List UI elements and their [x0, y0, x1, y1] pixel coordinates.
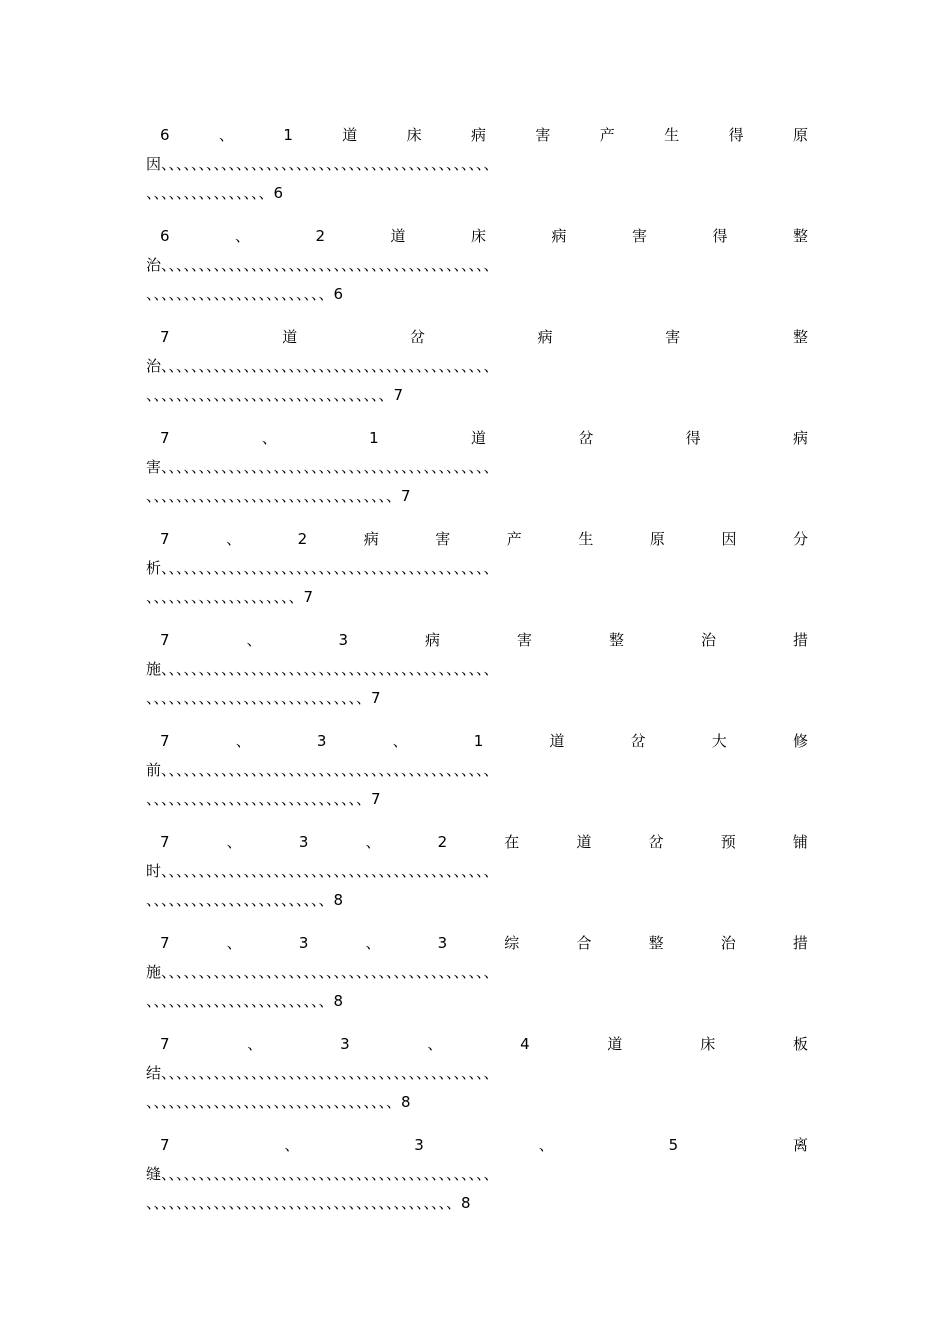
toc-heading-token: 岔 — [648, 833, 664, 851]
toc-entry-heading-line — [146, 122, 808, 148]
toc-heading-token: 措 — [792, 934, 808, 952]
toc-heading-token: 害 — [665, 328, 681, 346]
toc-heading-token: 7 — [160, 1035, 170, 1053]
toc-heading-token: 板 — [792, 1035, 808, 1053]
toc-heading-token: 2 — [437, 833, 448, 851]
toc-heading-token: 综 — [504, 934, 520, 952]
toc-entry-page-line: 、、、、、、、、、、、、、、、、、、、、、、、、8 — [146, 992, 344, 1010]
toc-entry-leader-line: 前、、、、、、、、、、、、、、、、、、、、、、、、、、、、、、、、、、、、、、、、、、、、 — [146, 761, 499, 779]
toc-heading-token: 在 — [504, 833, 520, 851]
toc-entry-leader-line: 结、、、、、、、、、、、、、、、、、、、、、、、、、、、、、、、、、、、、、、、、、、、、 — [146, 1064, 499, 1082]
toc-entry[interactable] — [146, 223, 808, 324]
toc-heading-token: 3 — [340, 1035, 350, 1053]
toc-entry-heading-line — [146, 425, 808, 451]
toc-heading-token: 3 — [316, 732, 327, 750]
toc-entry-heading-line — [146, 324, 808, 350]
toc-entry-page-line: 、、、、、、、、、、、、、、、、、、、、、、、、8 — [146, 891, 344, 909]
toc-heading-token: 治 — [700, 631, 716, 649]
toc-heading-token: 合 — [576, 934, 592, 952]
toc-heading-token: 得 — [685, 429, 701, 447]
toc-heading-token: 道 — [549, 732, 565, 750]
toc-heading-token: 2 — [297, 530, 308, 548]
toc-entry-page-line: 、、、、、、、、、、、、、、、、、、、、、、、、、、、、、、、、、、、、、、、、、8 — [146, 1194, 471, 1212]
toc-heading-token: 、 — [261, 429, 277, 447]
toc-heading-token: 7 — [160, 328, 170, 346]
toc-heading-token: 岔 — [578, 429, 594, 447]
toc-entry[interactable] — [146, 324, 808, 425]
toc-entry-leader-line: 缝、、、、、、、、、、、、、、、、、、、、、、、、、、、、、、、、、、、、、、、、、、、、 — [146, 1165, 499, 1183]
toc-heading-token: 病 — [537, 328, 553, 346]
toc-heading-token: 2 — [315, 227, 326, 245]
toc-heading-token: 产 — [599, 126, 615, 144]
toc-heading-token: 、 — [365, 833, 381, 851]
toc-heading-token: 3 — [298, 833, 309, 851]
toc-heading-token: 7 — [160, 429, 170, 447]
toc-heading-token: 3 — [338, 631, 349, 649]
toc-entry-page-line: 、、、、、、、、、、、、、、、、、、、、、、、、、、、、、、、、、7 — [146, 487, 411, 505]
toc-heading-token: 道 — [282, 328, 298, 346]
toc-heading-token: 整 — [648, 934, 664, 952]
toc-entry-page-line: 、、、、、、、、、、、、、、、、、、、、、、、、、、、、、、、、、8 — [146, 1093, 411, 1111]
toc-heading-token: 7 — [160, 833, 170, 851]
toc-entry[interactable] — [146, 627, 808, 728]
toc-heading-token: 生 — [578, 530, 594, 548]
toc-heading-token: 得 — [712, 227, 728, 245]
toc-heading-token: 离 — [792, 1136, 808, 1154]
toc-entry-leader-line: 时、、、、、、、、、、、、、、、、、、、、、、、、、、、、、、、、、、、、、、、、、、、、 — [146, 862, 499, 880]
toc-heading-token: 、 — [538, 1136, 554, 1154]
toc-heading-token: 病 — [425, 631, 441, 649]
toc-entry-leader-line: 析、、、、、、、、、、、、、、、、、、、、、、、、、、、、、、、、、、、、、、、、、、、、 — [146, 559, 499, 577]
toc-heading-token: 害 — [435, 530, 451, 548]
toc-heading-token: 病 — [471, 126, 487, 144]
toc-heading-token: 3 — [414, 1136, 424, 1154]
toc-entry[interactable] — [146, 930, 808, 1031]
toc-heading-token: 7 — [160, 631, 170, 649]
toc-heading-token: 、 — [246, 631, 262, 649]
toc-entry-page-line: 、、、、、、、、、、、、、、、、、、、、、、、、6 — [146, 285, 344, 303]
toc-heading-token: 生 — [664, 126, 680, 144]
toc-heading-token: 整 — [792, 328, 808, 346]
toc-heading-token: 、 — [226, 934, 242, 952]
toc-heading-token: 病 — [551, 227, 567, 245]
toc-entry-heading-line — [146, 1031, 808, 1057]
toc-entry-leader-line: 治、、、、、、、、、、、、、、、、、、、、、、、、、、、、、、、、、、、、、、、、、、、、 — [146, 357, 499, 375]
toc-entry[interactable] — [146, 425, 808, 526]
toc-heading-token: 、 — [392, 732, 408, 750]
toc-entry-heading-line — [146, 223, 808, 249]
toc-heading-token: 6 — [160, 227, 170, 245]
toc-heading-token: 、 — [226, 530, 242, 548]
toc-heading-token: 1 — [473, 732, 484, 750]
toc-heading-token: 1 — [283, 126, 293, 144]
toc-entry-page-line: 、、、、、、、、、、、、、、、、、、、、7 — [146, 588, 314, 606]
toc-entry[interactable] — [146, 728, 808, 829]
toc-heading-token: 、 — [284, 1136, 300, 1154]
toc-heading-token: 得 — [728, 126, 744, 144]
toc-entry-leader-line: 治、、、、、、、、、、、、、、、、、、、、、、、、、、、、、、、、、、、、、、、、、、、、 — [146, 256, 499, 274]
toc-heading-token: 因 — [721, 530, 737, 548]
toc-heading-token: 道 — [607, 1035, 623, 1053]
toc-entry[interactable] — [146, 122, 808, 223]
toc-entry-leader-line: 施、、、、、、、、、、、、、、、、、、、、、、、、、、、、、、、、、、、、、、、、、、、、 — [146, 963, 499, 981]
table-of-contents — [146, 122, 808, 1233]
toc-entry-heading-line — [146, 627, 808, 653]
toc-entry-heading-line — [146, 829, 808, 855]
toc-heading-token: 床 — [471, 227, 487, 245]
toc-heading-token: 7 — [160, 934, 170, 952]
toc-heading-token: 整 — [792, 227, 808, 245]
toc-heading-token: 大 — [711, 732, 727, 750]
toc-heading-token: 7 — [160, 1136, 170, 1154]
toc-heading-token: 病 — [792, 429, 808, 447]
toc-heading-token: 预 — [720, 833, 736, 851]
toc-heading-token: 病 — [363, 530, 379, 548]
toc-entry-heading-line — [146, 1132, 808, 1158]
toc-entry[interactable] — [146, 526, 808, 627]
toc-heading-token: 害 — [631, 227, 647, 245]
toc-heading-token: 道 — [471, 429, 487, 447]
toc-heading-token: 道 — [390, 227, 406, 245]
toc-heading-token: 床 — [700, 1035, 716, 1053]
toc-heading-token: 害 — [517, 631, 533, 649]
toc-heading-token: 铺 — [792, 833, 808, 851]
toc-entry-leader-line: 害、、、、、、、、、、、、、、、、、、、、、、、、、、、、、、、、、、、、、、、、、、、、 — [146, 458, 499, 476]
toc-heading-token: 害 — [535, 126, 551, 144]
toc-heading-token: 道 — [342, 126, 358, 144]
toc-heading-token: 、 — [226, 833, 242, 851]
toc-heading-token: 治 — [720, 934, 736, 952]
toc-entry-heading-line — [146, 728, 808, 754]
toc-entry-page-line: 、、、、、、、、、、、、、、、、、、、、、、、、、、、、、、、、7 — [146, 386, 404, 404]
toc-heading-token: 、 — [235, 227, 251, 245]
toc-heading-token: 、 — [218, 126, 234, 144]
toc-heading-token: 7 — [160, 732, 170, 750]
toc-entry-heading-line — [146, 526, 808, 552]
toc-heading-token: 修 — [792, 732, 808, 750]
toc-heading-token: 岔 — [409, 328, 425, 346]
toc-heading-token: 7 — [160, 530, 170, 548]
toc-heading-token: 6 — [160, 126, 170, 144]
toc-heading-token: 床 — [406, 126, 422, 144]
toc-heading-token: 原 — [792, 126, 808, 144]
toc-heading-token: 4 — [520, 1035, 530, 1053]
toc-heading-token: 产 — [506, 530, 522, 548]
toc-heading-token: 道 — [576, 833, 592, 851]
toc-entry[interactable] — [146, 1031, 808, 1132]
toc-heading-token: 5 — [668, 1136, 679, 1154]
toc-heading-token: 、 — [365, 934, 381, 952]
toc-entry-page-line: 、、、、、、、、、、、、、、、、、、、、、、、、、、、、、7 — [146, 689, 381, 707]
toc-entry-leader-line: 施、、、、、、、、、、、、、、、、、、、、、、、、、、、、、、、、、、、、、、、、、、、、 — [146, 660, 499, 678]
toc-heading-token: 整 — [608, 631, 624, 649]
toc-heading-token: 、 — [247, 1035, 263, 1053]
toc-heading-token: 分 — [792, 530, 808, 548]
toc-heading-token: 措 — [792, 631, 808, 649]
toc-heading-token: 岔 — [630, 732, 646, 750]
toc-entry-heading-line — [146, 930, 808, 956]
toc-heading-token: 、 — [427, 1035, 443, 1053]
toc-entry-leader-line: 因、、、、、、、、、、、、、、、、、、、、、、、、、、、、、、、、、、、、、、、、、、、、 — [146, 155, 499, 173]
toc-heading-token: 3 — [437, 934, 448, 952]
toc-heading-token: 3 — [298, 934, 309, 952]
toc-heading-token: 、 — [235, 732, 251, 750]
toc-entry-page-line: 、、、、、、、、、、、、、、、、6 — [146, 184, 284, 202]
toc-entry-page-line: 、、、、、、、、、、、、、、、、、、、、、、、、、、、、、7 — [146, 790, 381, 808]
toc-entry[interactable] — [146, 829, 808, 930]
toc-heading-token: 1 — [369, 429, 379, 447]
toc-heading-token: 原 — [649, 530, 665, 548]
toc-entry[interactable] — [146, 1132, 808, 1233]
